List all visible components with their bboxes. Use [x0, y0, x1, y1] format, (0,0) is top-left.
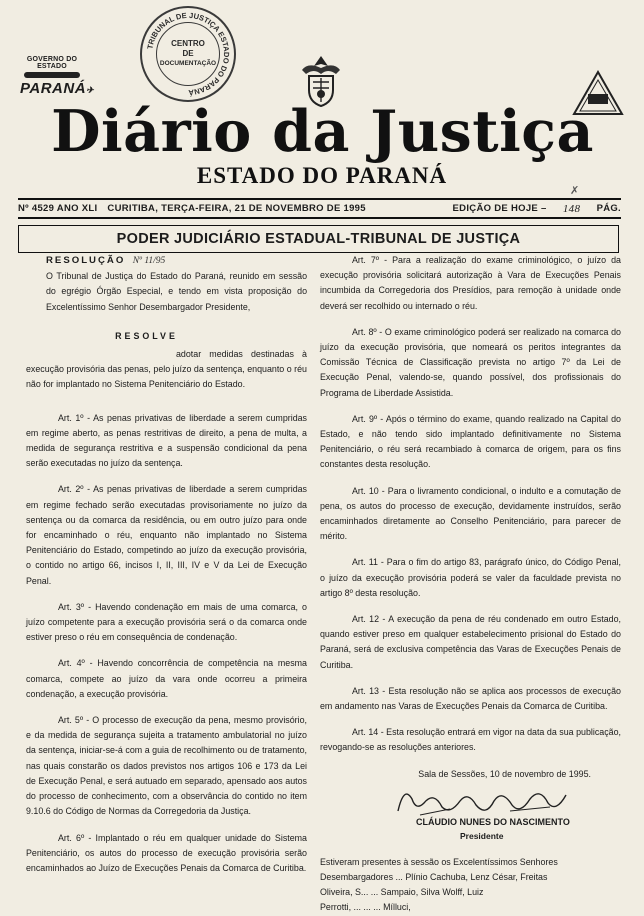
session-date: Sala de Sessões, 10 de novembro de 1995.	[418, 768, 591, 779]
section-title: PODER JUDICIÁRIO ESTADUAL-TRIBUNAL DE JUSTIÇA	[18, 225, 619, 253]
edition-number: Nº 4529 ANO XLI	[18, 203, 98, 214]
article-paragraph: Art. 6º - Implantado o réu em qualquer unidade do Sistema Penitenciário, os autos do processo de execução provisória serão encaminhados ao Juízo de Execuções Penais da Comarca de Curitiba.	[26, 832, 307, 873]
state-name-text: PARANÁ	[20, 80, 87, 97]
resolve-text: adotar medidas destinadas à execução provisória das penas, pelo juízo da sentença, enquanto o réu não for implantado no Sistema Penitenciário do Estado.	[26, 349, 307, 390]
svg-text:TRIBUNAL DE JUSTIÇA ESTADO DO	[145, 11, 231, 97]
attendance-line: Oliveira, S... ... Sampaio, Silva Wolff, Luiz	[320, 887, 484, 898]
attendance-line: Estiveram presentes à sessão os Excelentíssimos Senhores	[320, 856, 558, 867]
newspaper-subtitle: ESTADO DO PARANÁ	[196, 163, 448, 188]
article-paragraph: Art. 7º - Para a realização do exame criminológico, o juízo da execução provisória solicitará autorização à Vara de Execuções Penais incumbida da Corregedoria dos Presídios, para remoção à unidade onde deverá ser recolhido ou internado o réu.	[320, 255, 621, 311]
left-column	[26, 253, 307, 887]
seal-ring	[142, 8, 234, 100]
right-column	[320, 253, 621, 916]
article-paragraph: Art. 14 - Esta resolução entrará em vigor na data da sua publicação, revogando-se as resoluções anteriores.	[320, 727, 621, 753]
resolution-label: RESOLUÇÃO	[46, 255, 126, 266]
signer-name: CLÁUDIO NUNES DO NASCIMENTO	[416, 816, 570, 827]
government-logo	[20, 56, 100, 98]
article-paragraph: Art. 1º - As penas privativas de liberdade a serem cumpridas em regime aberto, as penas restritivas de direito, a pena de multa, a medida de segurança restritiva e a suspensão condicional da pena serão executadas no juízo da sentença.	[26, 412, 307, 469]
resolution-number: Nº 11/95	[132, 256, 166, 266]
signature-block	[320, 767, 621, 845]
attendance-note	[320, 855, 621, 916]
article-paragraph: Art. 9º - Após o término do exame, quando realizado na Capital do Estado, e não tendo sido implantado definitivamente no Sistema Penitenciário, o réu será recambiado à comarca de origem, para os fins constantes desta resolução.	[320, 413, 621, 470]
edition-info-bar	[18, 198, 621, 219]
article-paragraph: Art. 12 - A execução da pena de réu condenado em outro Estado, quando estiver preso em qualquer estabelecimento prisional do Estado do Paraná, será de exclusiva competência das Varas de Execuções Penais de Curitiba.	[320, 614, 621, 670]
seal-outer-text: TRIBUNAL DE JUSTIÇA ESTADO DO PARANÁ	[145, 10, 232, 98]
edition-label: EDIÇÃO DE HOJE –	[452, 203, 547, 214]
newspaper-title: Diário da Justiça	[51, 98, 594, 165]
edition-date: CURITIBA, TERÇA-FEIRA, 21 DE NOVEMBRO DE 1995	[107, 203, 366, 214]
seal-line: DE	[182, 49, 194, 58]
attendance-line: Perrotti, ... ... ... Mílluci,	[320, 902, 411, 913]
government-label: GOVERNO DO ESTADO	[26, 56, 78, 70]
resolution-header	[26, 253, 307, 269]
state-name-logo: PARANÁ✈	[20, 80, 95, 97]
article-paragraph: Art. 13 - Esta resolução não se aplica aos processos de execução em andamento nas Varas de Execuções Penais da Comarca de Curitiba.	[320, 685, 621, 712]
seal-line: CENTRO	[171, 39, 205, 48]
logo-bar	[24, 72, 80, 78]
article-paragraph: Art. 4º - Havendo concorrência de competência na mesma comarca, compete ao juízo da vara onde ocorreu a primeira condenação, a execução provisória.	[26, 658, 307, 699]
signer-role: Presidente	[460, 830, 504, 841]
article-paragraph: Art. 3º - Havendo condenação em mais de uma comarca, o juízo competente para a execução provisória será o da comarca onde estiver preso o réu em consequência de condenação.	[26, 601, 307, 643]
resolution-preamble: O Tribunal de Justiça do Estado do Paraná, reunido em sessão do egrégio Órgão Especial, e tendo em vista proposição do Excelentíssimo Senhor Desembargador Presidente,	[46, 271, 307, 312]
article-paragraph: Art. 11 - Para o fim do artigo 83, parágrafo único, do Código Penal, o juízo da execução provisória poderá se valer da faculdade prevista no artigo 8º desta resolução.	[320, 557, 621, 598]
article-paragraph: Art. 8º - O exame criminológico poderá ser realizado na comarca do juízo da execução provisória, que nomeará os peritos integrantes da Comissão Técnica de Classificação prevista no artigo 7º da Lei de Execução Penal, valendo-se, quando possível, dos profissionais do Programa de Liberdade Assistida.	[320, 326, 621, 398]
page-count: 148	[562, 202, 581, 215]
handwritten-mark: ✗	[570, 185, 580, 197]
article-paragraph: Art. 2º - As penas privativas de liberdade a serem cumpridas em regime fechado serão executadas provisoriamente no juízo da sentença ou da comarca da residência, ou em outro juízo para onde for encaminhado o réu, enquanto não implantado no Sistema Penitenciário do Estado, competindo ao juízo da execução provisória, o contido no artigo 66, incisos I, II, III, IV e V da Lei de Execução Penal.	[26, 484, 307, 586]
resolve-heading: RESOLVE	[115, 330, 178, 341]
pages-label: PÁG.	[596, 203, 621, 214]
article-paragraph: Art. 10 - Para o livramento condicional, o indulto e a comutação de pena, os autos do processo de execução, devidamente instruídos, serão encaminhados diretamente ao Conselho Penitenciário, para parecer de mérito.	[320, 485, 621, 542]
article-paragraph: Art. 5º - O processo de execução da pena, mesmo provisório, e da medida de segurança sujeita a tratamento ambulatorial no juízo da sentença, iniciar-se-á com a guia de recolhimento ou de tratamento, nas quais constarão os dados previstos nos artigos 106 e 173 da Lei de Execução Penal, e será autuado em separado, apensado aos autos do processo de conhecimento, com a observância do contido no item 9.10.6 do Código de Normas da Corregedoria da Justiça.	[26, 715, 307, 817]
documentation-center-seal	[140, 6, 236, 102]
attendance-line: Desembargadores ... Plínio Cachuba, Lenz César, Freitas	[320, 871, 548, 882]
seal-line: DOCUMENTAÇÃO	[159, 60, 217, 67]
